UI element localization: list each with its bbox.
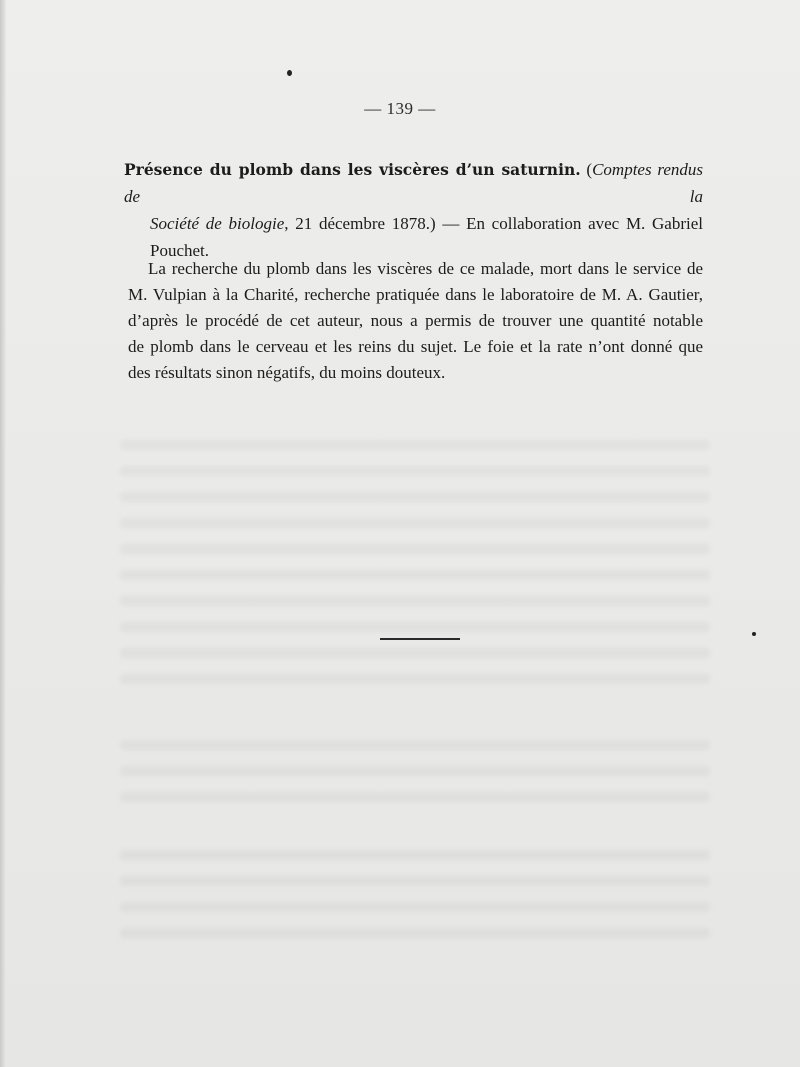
entry-collaboration: — En collaboration avec M. Gabriel bbox=[435, 214, 703, 233]
bleed-through-line bbox=[120, 440, 710, 450]
bleed-through-line bbox=[120, 648, 710, 658]
page-number: — 139 — bbox=[364, 99, 436, 118]
entry-second-line bbox=[124, 210, 703, 237]
entry-date: , 21 décembre 1878.) bbox=[284, 214, 436, 233]
page-edge-shadow bbox=[0, 0, 6, 1067]
bleed-through-line bbox=[120, 622, 710, 632]
bleed-through-line bbox=[120, 492, 710, 502]
entry-first-line bbox=[124, 156, 703, 210]
citation-open: ( bbox=[580, 160, 593, 179]
ink-speck bbox=[287, 70, 292, 76]
paragraph-line: des résultats sinon négatifs, du moins douteux. bbox=[128, 363, 446, 382]
bleed-through-line bbox=[120, 466, 710, 476]
bleed-through-line bbox=[120, 792, 710, 802]
section-divider-rule bbox=[380, 638, 460, 640]
body-paragraph bbox=[128, 256, 703, 386]
bleed-through-line bbox=[120, 766, 710, 776]
bleed-through-line bbox=[120, 674, 710, 684]
bleed-through-line bbox=[120, 740, 710, 750]
journal-name-part1: Comptes rendus de la bbox=[124, 160, 703, 206]
bleed-through-line bbox=[120, 928, 710, 938]
bleed-through-line bbox=[120, 544, 710, 554]
bleed-through-line bbox=[120, 596, 710, 606]
paragraph-line: M. Vulpian à la Charité, recherche pratiquée dans le laboratoire de M. A. Gautier, bbox=[128, 285, 703, 304]
bleed-through-line bbox=[120, 902, 710, 912]
bleed-through-line bbox=[120, 850, 710, 860]
paragraph-line: La recherche du plomb dans les viscères de ce malade, mort dans le service de bbox=[148, 259, 703, 278]
bleed-through-line bbox=[120, 518, 710, 528]
ink-speck bbox=[752, 632, 756, 636]
journal-name-part2: Société de biologie bbox=[150, 214, 285, 233]
paragraph-line: de plomb dans le cerveau et les reins du sujet. Le foie et la rate n’ont donné que bbox=[128, 337, 703, 356]
entry-title: Présence du plomb dans les viscères d’un saturnin. bbox=[124, 160, 581, 179]
bleed-through-line bbox=[120, 876, 710, 886]
bleed-through-line bbox=[120, 570, 710, 580]
collaborator-name-end: Pouchet. bbox=[150, 241, 210, 260]
paragraph-line: d’après le procédé de cet auteur, nous a permis de trouver une quantité notable bbox=[128, 311, 703, 330]
bibliography-entry bbox=[124, 156, 703, 264]
